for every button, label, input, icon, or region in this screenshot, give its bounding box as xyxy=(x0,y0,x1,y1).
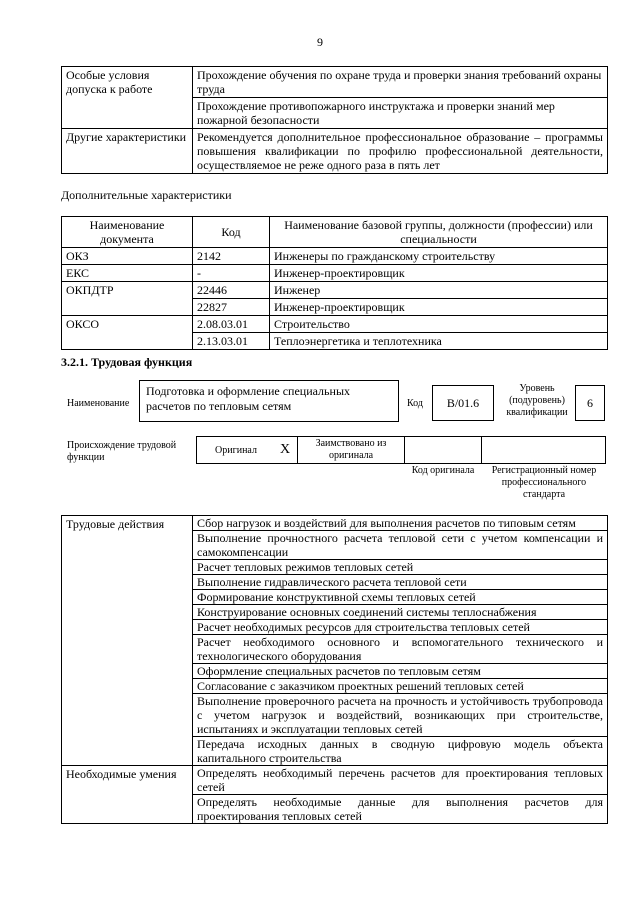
cell-name: Инженер-проектировщик xyxy=(270,265,608,282)
code-label: Код xyxy=(407,398,423,409)
actions-label: Трудовые действия xyxy=(62,516,193,766)
action-item: Формирование конструктивной схемы тепловых сетей xyxy=(193,590,607,605)
level-value: 6 xyxy=(575,385,605,421)
cell-code: - xyxy=(193,265,270,282)
cell-name: Инженеры по гражданскому строительству xyxy=(270,248,608,265)
action-item: Выполнение проверочного расчета на прочность и устойчивость трубопровода с учетом нагрузок и воздействий, возникающих при строительстве, испытаниях и эксплуатации тепловых сетей xyxy=(193,694,607,737)
origin-box xyxy=(196,436,606,464)
table-row xyxy=(62,316,608,333)
skill-item: Определять необходимые данные для выполнения расчетов для проектирования тепловых сетей xyxy=(197,795,603,823)
table-row xyxy=(62,282,608,299)
row-label: Особые условия допуска к работе xyxy=(62,67,193,129)
conditions-table xyxy=(61,66,608,174)
extra-heading: Дополнительные характеристики xyxy=(61,188,232,202)
action-item: Расчет тепловых режимов тепловых сетей xyxy=(193,560,607,575)
origin-label: Происхождение трудовой функции xyxy=(67,440,177,463)
table-header-row xyxy=(62,217,608,248)
cell-doc: ЕКС xyxy=(62,265,193,282)
extra-table xyxy=(61,216,608,350)
cell-code: 2.08.03.01 xyxy=(193,316,270,333)
skills-label: Необходимые умения xyxy=(62,766,193,824)
row-item: Прохождение противопожарного инструктажа и проверки знаний мер пожарной безопасности xyxy=(197,99,555,127)
table-row xyxy=(62,516,608,766)
function-code: В/01.6 xyxy=(432,385,494,421)
function-heading: 3.2.1. Трудовая функция xyxy=(61,355,193,369)
action-item: Выполнение прочностного расчета тепловой сети с учетом компенсации и самокомпенсации xyxy=(193,531,607,560)
cell-name: Инженер xyxy=(270,282,608,299)
origin-borrowed: Заимствовано из оригинала xyxy=(297,437,404,464)
function-name: Подготовка и оформление специальных расчетов по тепловым сетям xyxy=(139,380,399,422)
action-item: Расчет необходимых ресурсов для строительства тепловых сетей xyxy=(193,620,607,635)
table-row xyxy=(62,67,608,129)
origin-reg-cell xyxy=(481,437,606,463)
origin-original: Оригинал xyxy=(215,445,257,456)
actions-table xyxy=(61,515,608,824)
cell-code: 2.13.03.01 xyxy=(193,333,270,350)
cell-name: Строительство xyxy=(270,316,608,333)
row-item: Прохождение обучения по охране труда и проверки знания требований охраны труда xyxy=(193,67,607,98)
header-name: Наименование базовой группы, должности (профессии) или специальности xyxy=(270,217,608,248)
cell-name: Инженер-проектировщик xyxy=(270,299,608,316)
name-label: Наименование xyxy=(67,398,130,409)
table-row xyxy=(62,766,608,824)
code-original-caption: Код оригинала xyxy=(411,465,475,476)
table-row xyxy=(62,248,608,265)
page-number: 9 xyxy=(317,35,323,49)
row-label: Другие характеристики xyxy=(62,129,193,174)
action-item: Передача исходных данных в сводную цифровую модель объекта капитального строительства xyxy=(197,737,603,765)
table-row xyxy=(62,265,608,282)
action-item: Согласование с заказчиком проектных решений тепловых сетей xyxy=(193,679,607,694)
action-item: Конструирование основных соединений системы теплоснабжения xyxy=(193,605,607,620)
cell-doc: ОКСО xyxy=(62,316,193,350)
level-label: Уровень (подуровень) квалификации xyxy=(506,383,568,418)
header-doc: Наименование документа xyxy=(62,217,193,248)
action-item: Сбор нагрузок и воздействий для выполнения расчетов по типовым сетям xyxy=(193,516,607,531)
origin-mark: X xyxy=(279,442,291,457)
origin-code-cell xyxy=(404,437,482,463)
cell-code: 22827 xyxy=(193,299,270,316)
row-item: Рекомендуется дополнительное профессиональное образование – программы повышения квалификации по профилю профессиональной деятельности, осуществляемое не реже одного раза в пять лет xyxy=(193,129,608,174)
cell-doc: ОКПДТР xyxy=(62,282,193,316)
skill-item: Определять необходимый перечень расчетов для проектирования тепловых сетей xyxy=(193,766,607,795)
reg-number-caption: Регистрационный номер профессионального стандарта xyxy=(491,465,597,500)
table-row xyxy=(62,129,608,174)
cell-doc: ОКЗ xyxy=(62,248,193,265)
action-item: Оформление специальных расчетов по тепловым сетям xyxy=(193,664,607,679)
cell-code: 2142 xyxy=(193,248,270,265)
cell-name: Теплоэнергетика и теплотехника xyxy=(270,333,608,350)
header-code: Код xyxy=(193,217,270,248)
action-item: Выполнение гидравлического расчета тепловой сети xyxy=(193,575,607,590)
cell-code: 22446 xyxy=(193,282,270,299)
action-item: Расчет необходимого основного и вспомогательного технического и технологического оборудования xyxy=(193,635,607,664)
